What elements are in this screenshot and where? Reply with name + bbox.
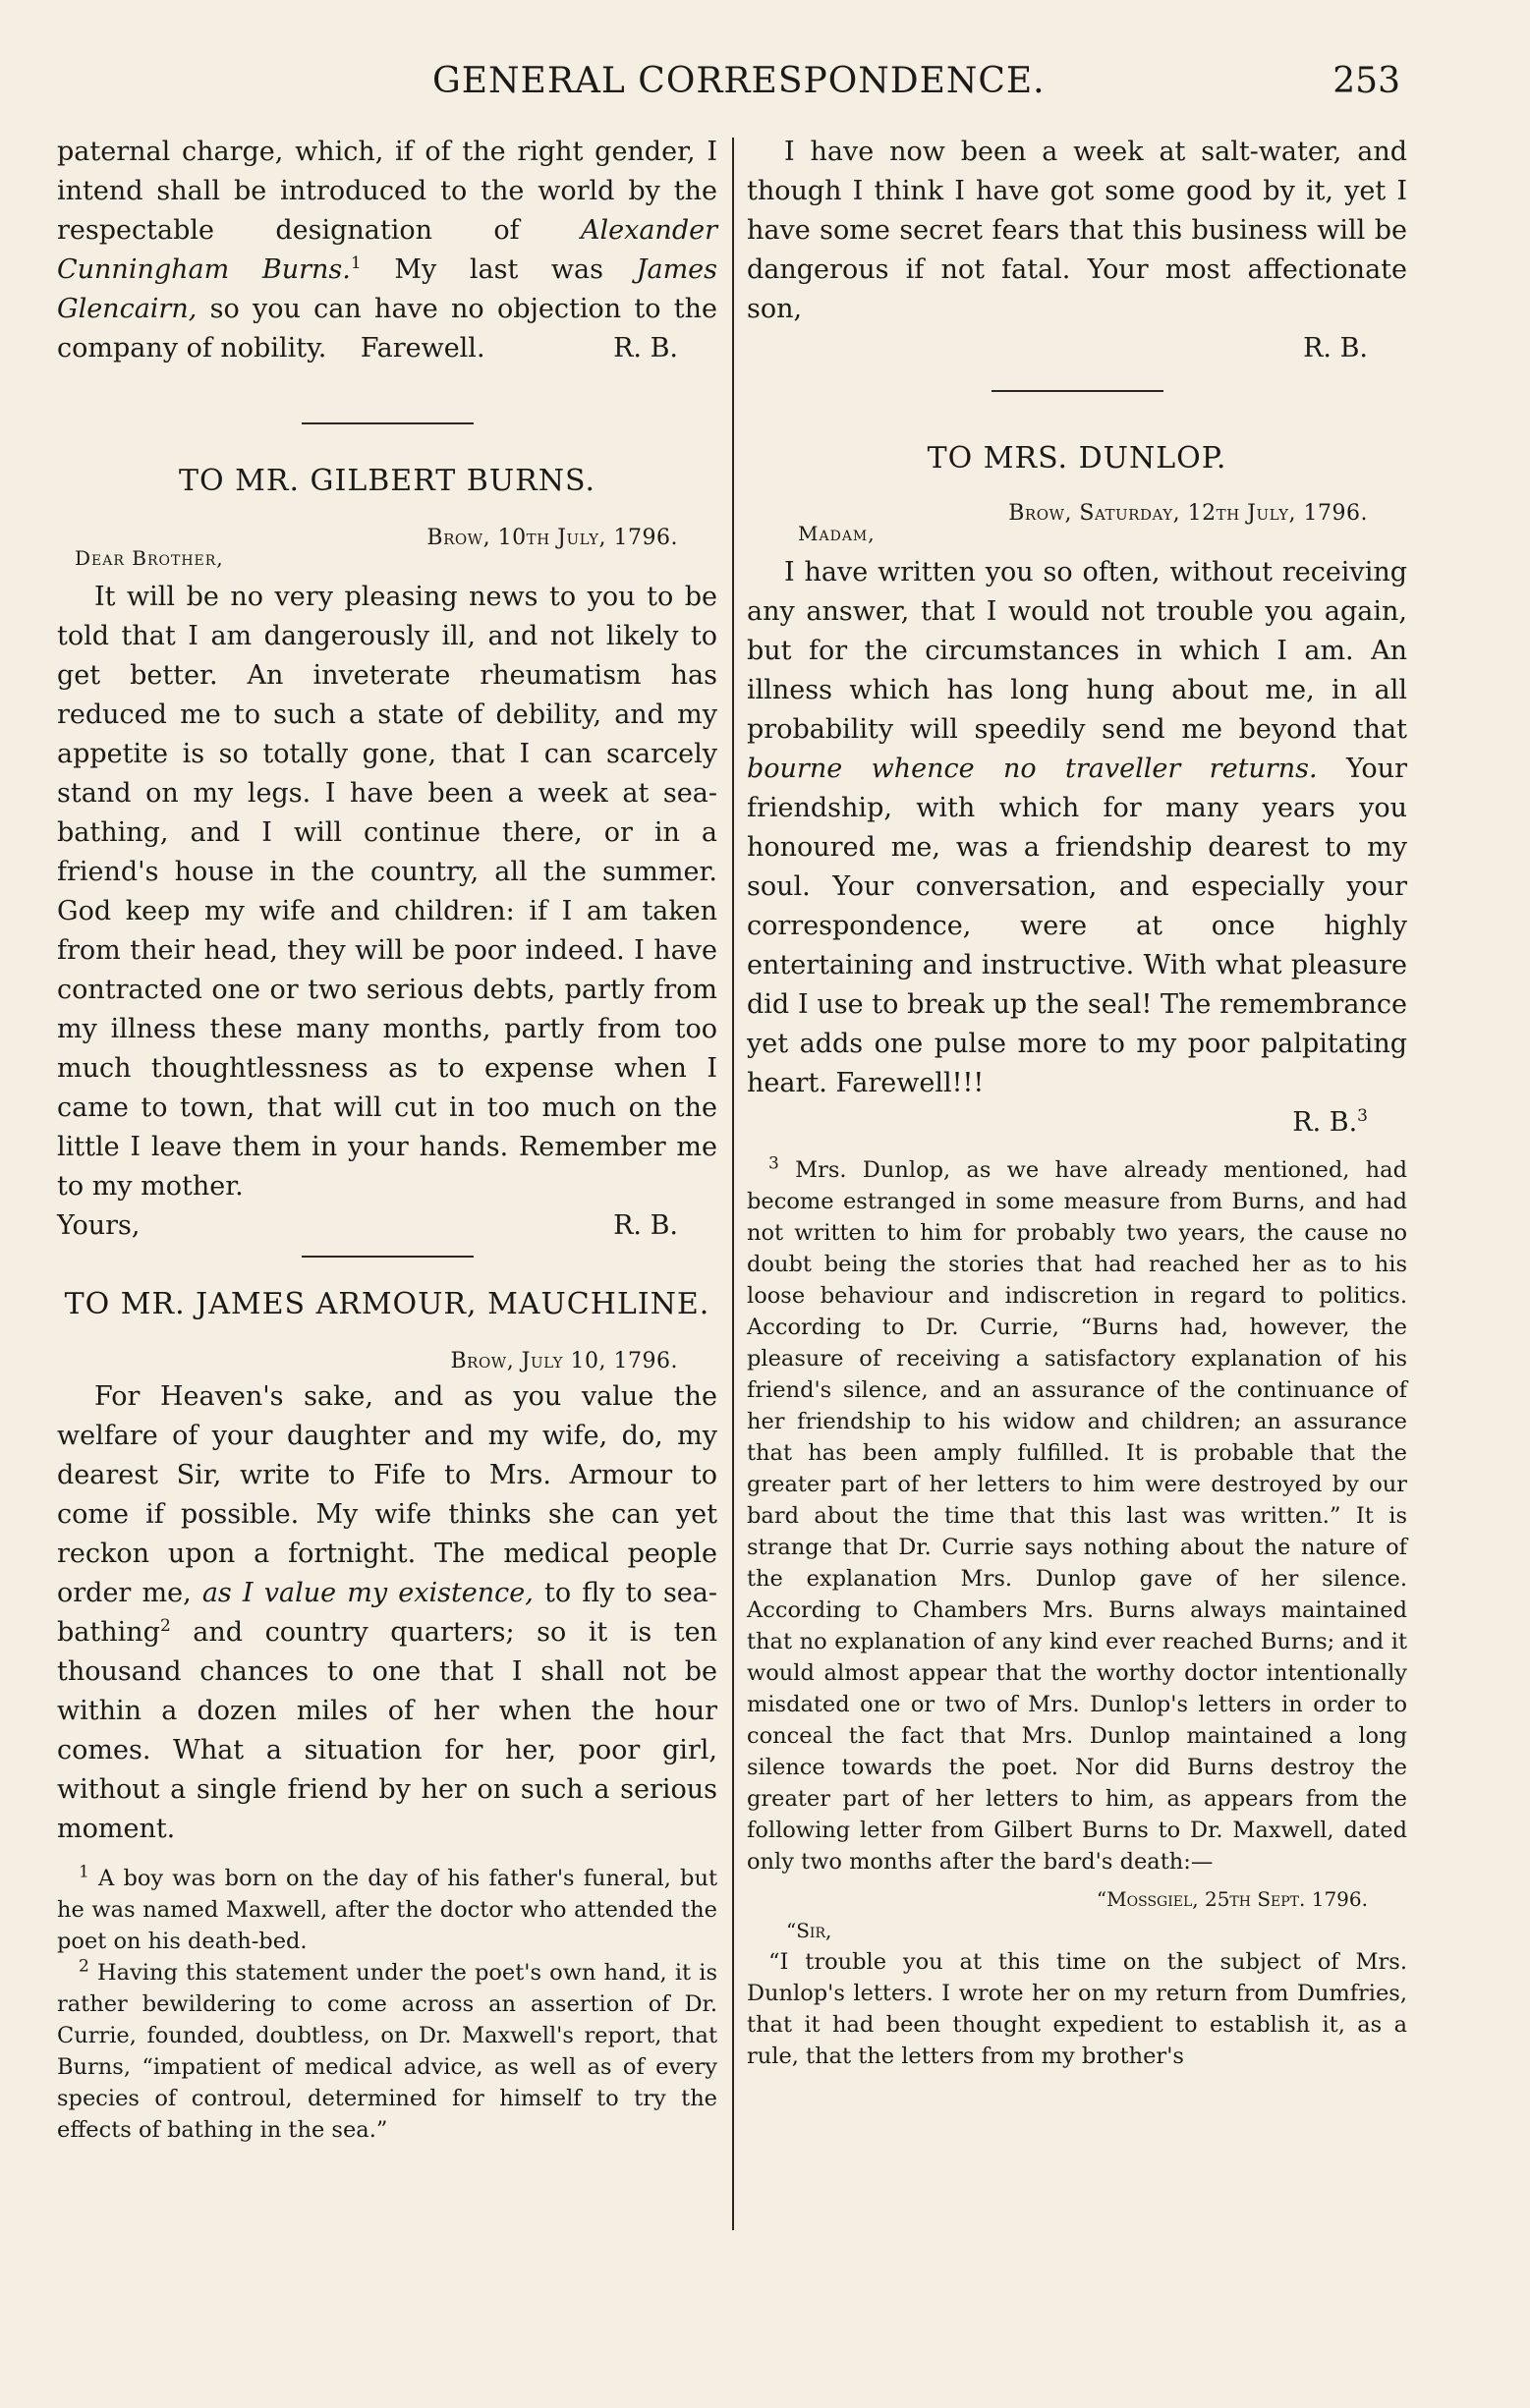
intro-name-italic: Alexander Cunningham Burns.: [57, 215, 717, 285]
right-column: [747, 133, 1407, 2072]
footnote-text: Having this statement under the poet's own hand, it is rather bewildering to come across an assertion of Dr. Currie, founded, doubtless, on Dr. Maxwell's report, that Burns, “impatient of medical advice, as well as of every species of controul, determined for himself to try the effects of bathing in the sea.”: [57, 1960, 717, 2143]
continuation-paragraph: I have now been a week at salt-water, and though I think I have got some good by it, yet I have some secret fears that this business will be dangerous if not fatal. Your most affectionate son,: [747, 137, 1407, 324]
letter-body: [57, 1377, 717, 1849]
footnote: [57, 1863, 717, 1957]
closing-text: Yours,: [57, 1210, 141, 1241]
body-text-mid: to fly to sea-bathing: [57, 1578, 717, 1648]
letter-body: It will be no very pleasing news to you to be told that I am dangerously ill, and not likely to get better. An inveterate rheumatism has reduced me to such a state of debility, and my appetite is so totally gone, that I can scarcely stand on my legs. I have been a week at sea-bathing, and I will continue there, or in a friend's house in the country, all the summer. God keep my wife and children: if I am taken from their head, they will be poor indeed. I have contracted one or two serious debts, partly from my illness these many months, partly from too much thoughtlessness as to expense when I came to town, that will cut in too much on the little I leave them in your hands. Remember me to my mother.: [57, 582, 717, 1202]
left-column: [57, 133, 717, 2146]
body-text-end: Your friendship, with which for many years you honoured me, was a friendship dearest to my soul. Your conversation, and especially your correspondence, were at once highly entertaining and instructive. With what pleasure did I use to break up the seal! The remembrance yet adds one pulse more to my poor palpitating heart. Farewell!!!: [747, 754, 1407, 1098]
letter-salutation: Madam,: [798, 522, 876, 545]
page-header: [432, 61, 1415, 110]
signature-text: R. B.: [1292, 1107, 1358, 1138]
footnote: [57, 1957, 717, 2146]
intro-text-mid: My last was: [361, 254, 637, 285]
footnote-mark-3: 3: [1357, 1106, 1368, 1126]
body-text: For Heaven's sake, and as you value the welfare of your daughter and my wife, do, my dearest Sir, write to Fife to Mrs. Armour to come if possible. My wife thinks she can yet reckon upon a fortnight. The medical people order me,: [57, 1381, 717, 1608]
footnote-text: Mrs. Dunlop, as we have already mentioned, had become estranged in some measure from Burns, and had not written to him for probably two years, the cause no doubt being the stories that had reached her as to his loose behaviour and indiscretion in regard to politics. According to Dr. Currie, “Burns had, however, the pleasure of receiving a satisfactory explanation of his friend's silence, and an assurance of the continuance of her friendship to his widow and children; an assurance that has been amply fulfilled. It is probable that the greater part of her letters to him were destroyed by our bard about the time that this last was written.” It is strange that Dr. Currie says nothing about the nature of the explanation Mrs. Dunlop gave of her silence. According to Chambers Mrs. Burns always maintained that no explanation of any kind ever reached Burns; and it would almost appear that the worthy doctor intentionally misdated one or two of Mrs. Dunlop's letters in order to conceal the fact that Mrs. Dunlop maintained a long silence towards the poet. Nor did Burns destroy the greater part of her letters to him, as appears from the following letter from Gilbert Burns to Dr. Maxwell, dated only two months after the bard's death:—: [747, 1157, 1407, 1875]
footnote-text: A boy was born on the day of his father's funeral, but he was named Maxwell, after the doctor who attended the poet on his death-bed.: [57, 1866, 717, 1954]
body-italic: bourne whence no traveller returns.: [747, 754, 1318, 784]
letter-closing: [57, 1206, 717, 1246]
letter-heading: TO MRS. DUNLOP.: [927, 441, 1227, 476]
letter-dateline: Brow, July 10, 1796.: [450, 1349, 678, 1373]
running-title: GENERAL CORRESPONDENCE.: [432, 61, 1046, 101]
letter-body: [747, 553, 1407, 1103]
footnote-mark-2: 2: [159, 1616, 171, 1636]
body-text-end: and country quarters; so it is ten thousand chances to one that I shall not be within a dozen miles of her when the hour comes. What a situation for her, poor girl, without a single friend by her on such a serious moment.: [57, 1617, 717, 1844]
quoted-letter-body: “I trouble you at this time on the subject of Mrs. Dunlop's letters. I wrote her on my return from Dumfries, that it had been thought expedient to establish it, as a rule, that the letters from my brother's: [747, 1949, 1407, 2069]
letter-signature: R. B.: [613, 1210, 678, 1241]
intro-paragraph: [57, 133, 717, 368]
intro-signature: R. B.: [613, 333, 678, 364]
intro-text: paternal charge, which, if of the right gender, I intend shall be introduced to the world by the respectable designation of: [57, 137, 717, 246]
letter-signature: [747, 1103, 1407, 1143]
body-italic: as I value my existence,: [201, 1578, 534, 1608]
letter-salutation: Dear Brother,: [75, 546, 224, 570]
footnote: [747, 1154, 1407, 1877]
page-number: 253: [1332, 61, 1400, 101]
body-text: I have written you so often, without receiving any answer, that I would not trouble you again, but for the circumstances in which I am. An illness which has long hung about me, in all probability will speedily send me beyond that: [747, 557, 1407, 745]
letter-dateline: Brow, 10th July, 1796.: [426, 526, 678, 550]
column-divider: [732, 138, 734, 2230]
footnote-number: 3: [768, 1153, 779, 1174]
intro-text-end: so you can have no objection to the company of nobility.: [57, 294, 717, 364]
intro-name2-italic: James Glencairn,: [57, 254, 718, 324]
quoted-dateline: “Mossgiel, 25th Sept. 1796.: [1096, 1887, 1368, 1911]
intro-farewell: Farewell.: [360, 333, 485, 364]
footnote-number: 1: [79, 1862, 89, 1882]
letter-heading: TO MR. GILBERT BURNS.: [179, 464, 595, 498]
quoted-salutation: “Sir,: [786, 1919, 832, 1942]
continuation-signature: R. B.: [1303, 333, 1368, 364]
footnote-mark-1: 1: [350, 253, 362, 273]
footnote-number: 2: [79, 1956, 89, 1977]
letter-dateline: Brow, Saturday, 12th July, 1796.: [1008, 501, 1368, 526]
letter-heading: TO MR. JAMES ARMOUR, MAUCHLINE.: [64, 1287, 710, 1321]
